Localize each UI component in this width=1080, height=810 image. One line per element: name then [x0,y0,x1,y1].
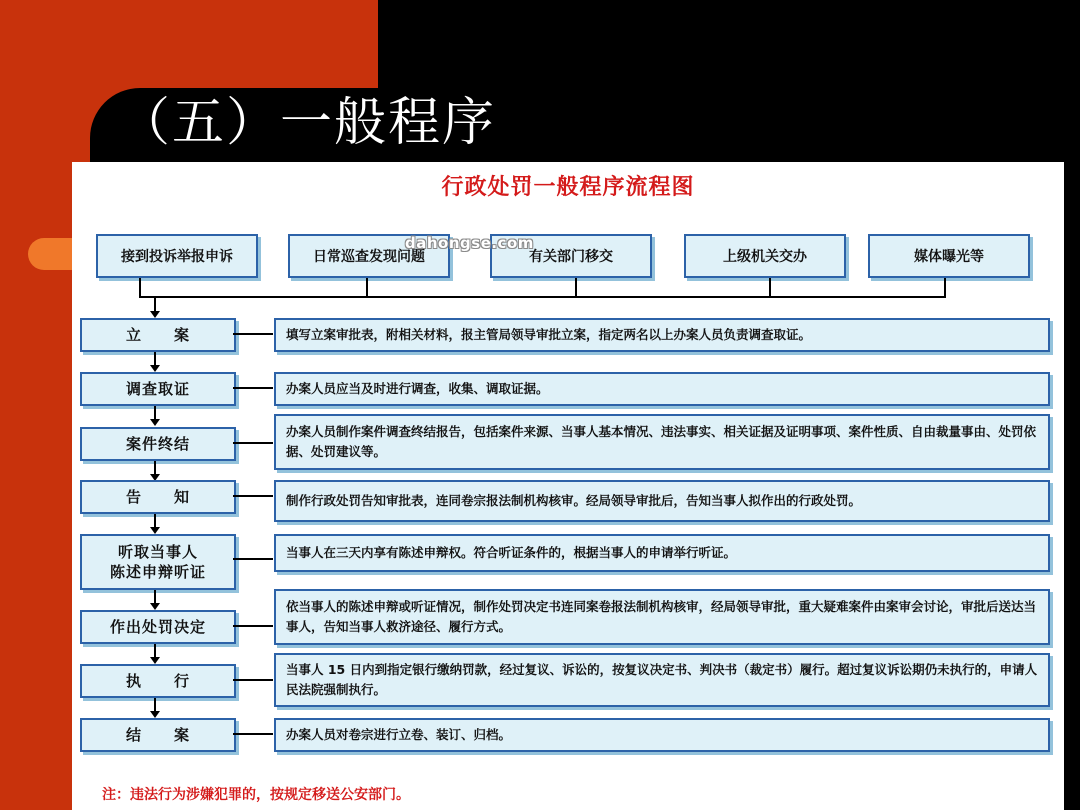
step-file-case-desc: 填写立案审批表，附相关材料，报主管局领导审批立案，指定两名以上办案人员负责调查取证。 [274,318,1050,352]
step-execution-desc: 当事人 15 日内到指定银行缴纳罚款，经过复议、诉讼的，按复议决定书、判决书（裁定书）履行。超过复议诉讼期仍未执行的，申请人民法院强制执行。 [274,653,1050,707]
arrow-down [154,406,156,424]
source-connector [366,278,368,298]
step-case-conclusion: 案件终结 [80,427,236,461]
step-notification: 告 知 [80,480,236,514]
arrow-right [233,679,273,681]
step-file-case: 立 案 [80,318,236,352]
arrow-down [154,352,156,370]
step-decision-desc: 依当事人的陈述申辩或听证情况，制作处罚决定书连同案卷报法制机构核审，经局领导审批，重大疑难案件由案审会讨论，审批后送达当事人，告知当事人救济途径、履行方式。 [274,589,1050,645]
source-connector [769,278,771,298]
arrow-right [233,558,273,560]
arrow-down [154,514,156,532]
source-bus-line [139,296,946,298]
arrow-right [233,442,273,444]
step-close-case-desc: 办案人员对卷宗进行立卷、装订、归档。 [274,718,1050,752]
arrow-right [233,333,273,335]
slide-title: （五）一般程序 [118,93,497,153]
step-close-case: 结 案 [80,718,236,752]
step-execution: 执 行 [80,664,236,698]
arrow-down [154,644,156,662]
arrow-down [154,461,156,479]
step-investigation: 调查取证 [80,372,236,406]
watermark: dahongse.com [405,234,534,252]
arrow-right [233,387,273,389]
source-connector [139,278,141,298]
source-connector [944,278,946,298]
source-box-media: 媒体曝光等 [868,234,1030,278]
arrow-right [233,625,273,627]
source-connector [575,278,577,298]
arrow-right [233,495,273,497]
flowchart-panel [72,162,1064,810]
step-decision: 作出处罚决定 [80,610,236,644]
step-case-conclusion-desc: 办案人员制作案件调查终结报告，包括案件来源、当事人基本情况、违法事实、相关证据及证明事项、案件性质、自由裁量事由、处罚依据、处罚建议等。 [274,414,1050,470]
source-box-superior: 上级机关交办 [684,234,846,278]
step-hearing-desc: 当事人在三天内享有陈述申辩权。符合听证条件的，根据当事人的申请举行听证。 [274,534,1050,572]
slide-background-black [378,0,1080,90]
flowchart-title: 行政处罚一般程序流程图 [441,174,695,200]
footnote: 注：违法行为涉嫌犯罪的，按规定移送公安部门。 [102,787,410,803]
step-notification-desc: 制作行政处罚告知审批表，连同卷宗报法制机构核审。经局领导审批后，告知当事人拟作出的行政处罚。 [274,480,1050,522]
step-hearing: 听取当事人 陈述申辩听证 [80,534,236,590]
step-investigation-desc: 办案人员应当及时进行调查，收集、调取证据。 [274,372,1050,406]
source-box-inspection: 日常巡查发现问题 [288,234,450,278]
arrow-down [154,698,156,716]
arrow-down [154,590,156,608]
source-box-complaint: 接到投诉举报申诉 [96,234,258,278]
arrow-right [233,733,273,735]
source-box-transfer: 有关部门移交 [490,234,652,278]
arrow-down [154,297,156,316]
